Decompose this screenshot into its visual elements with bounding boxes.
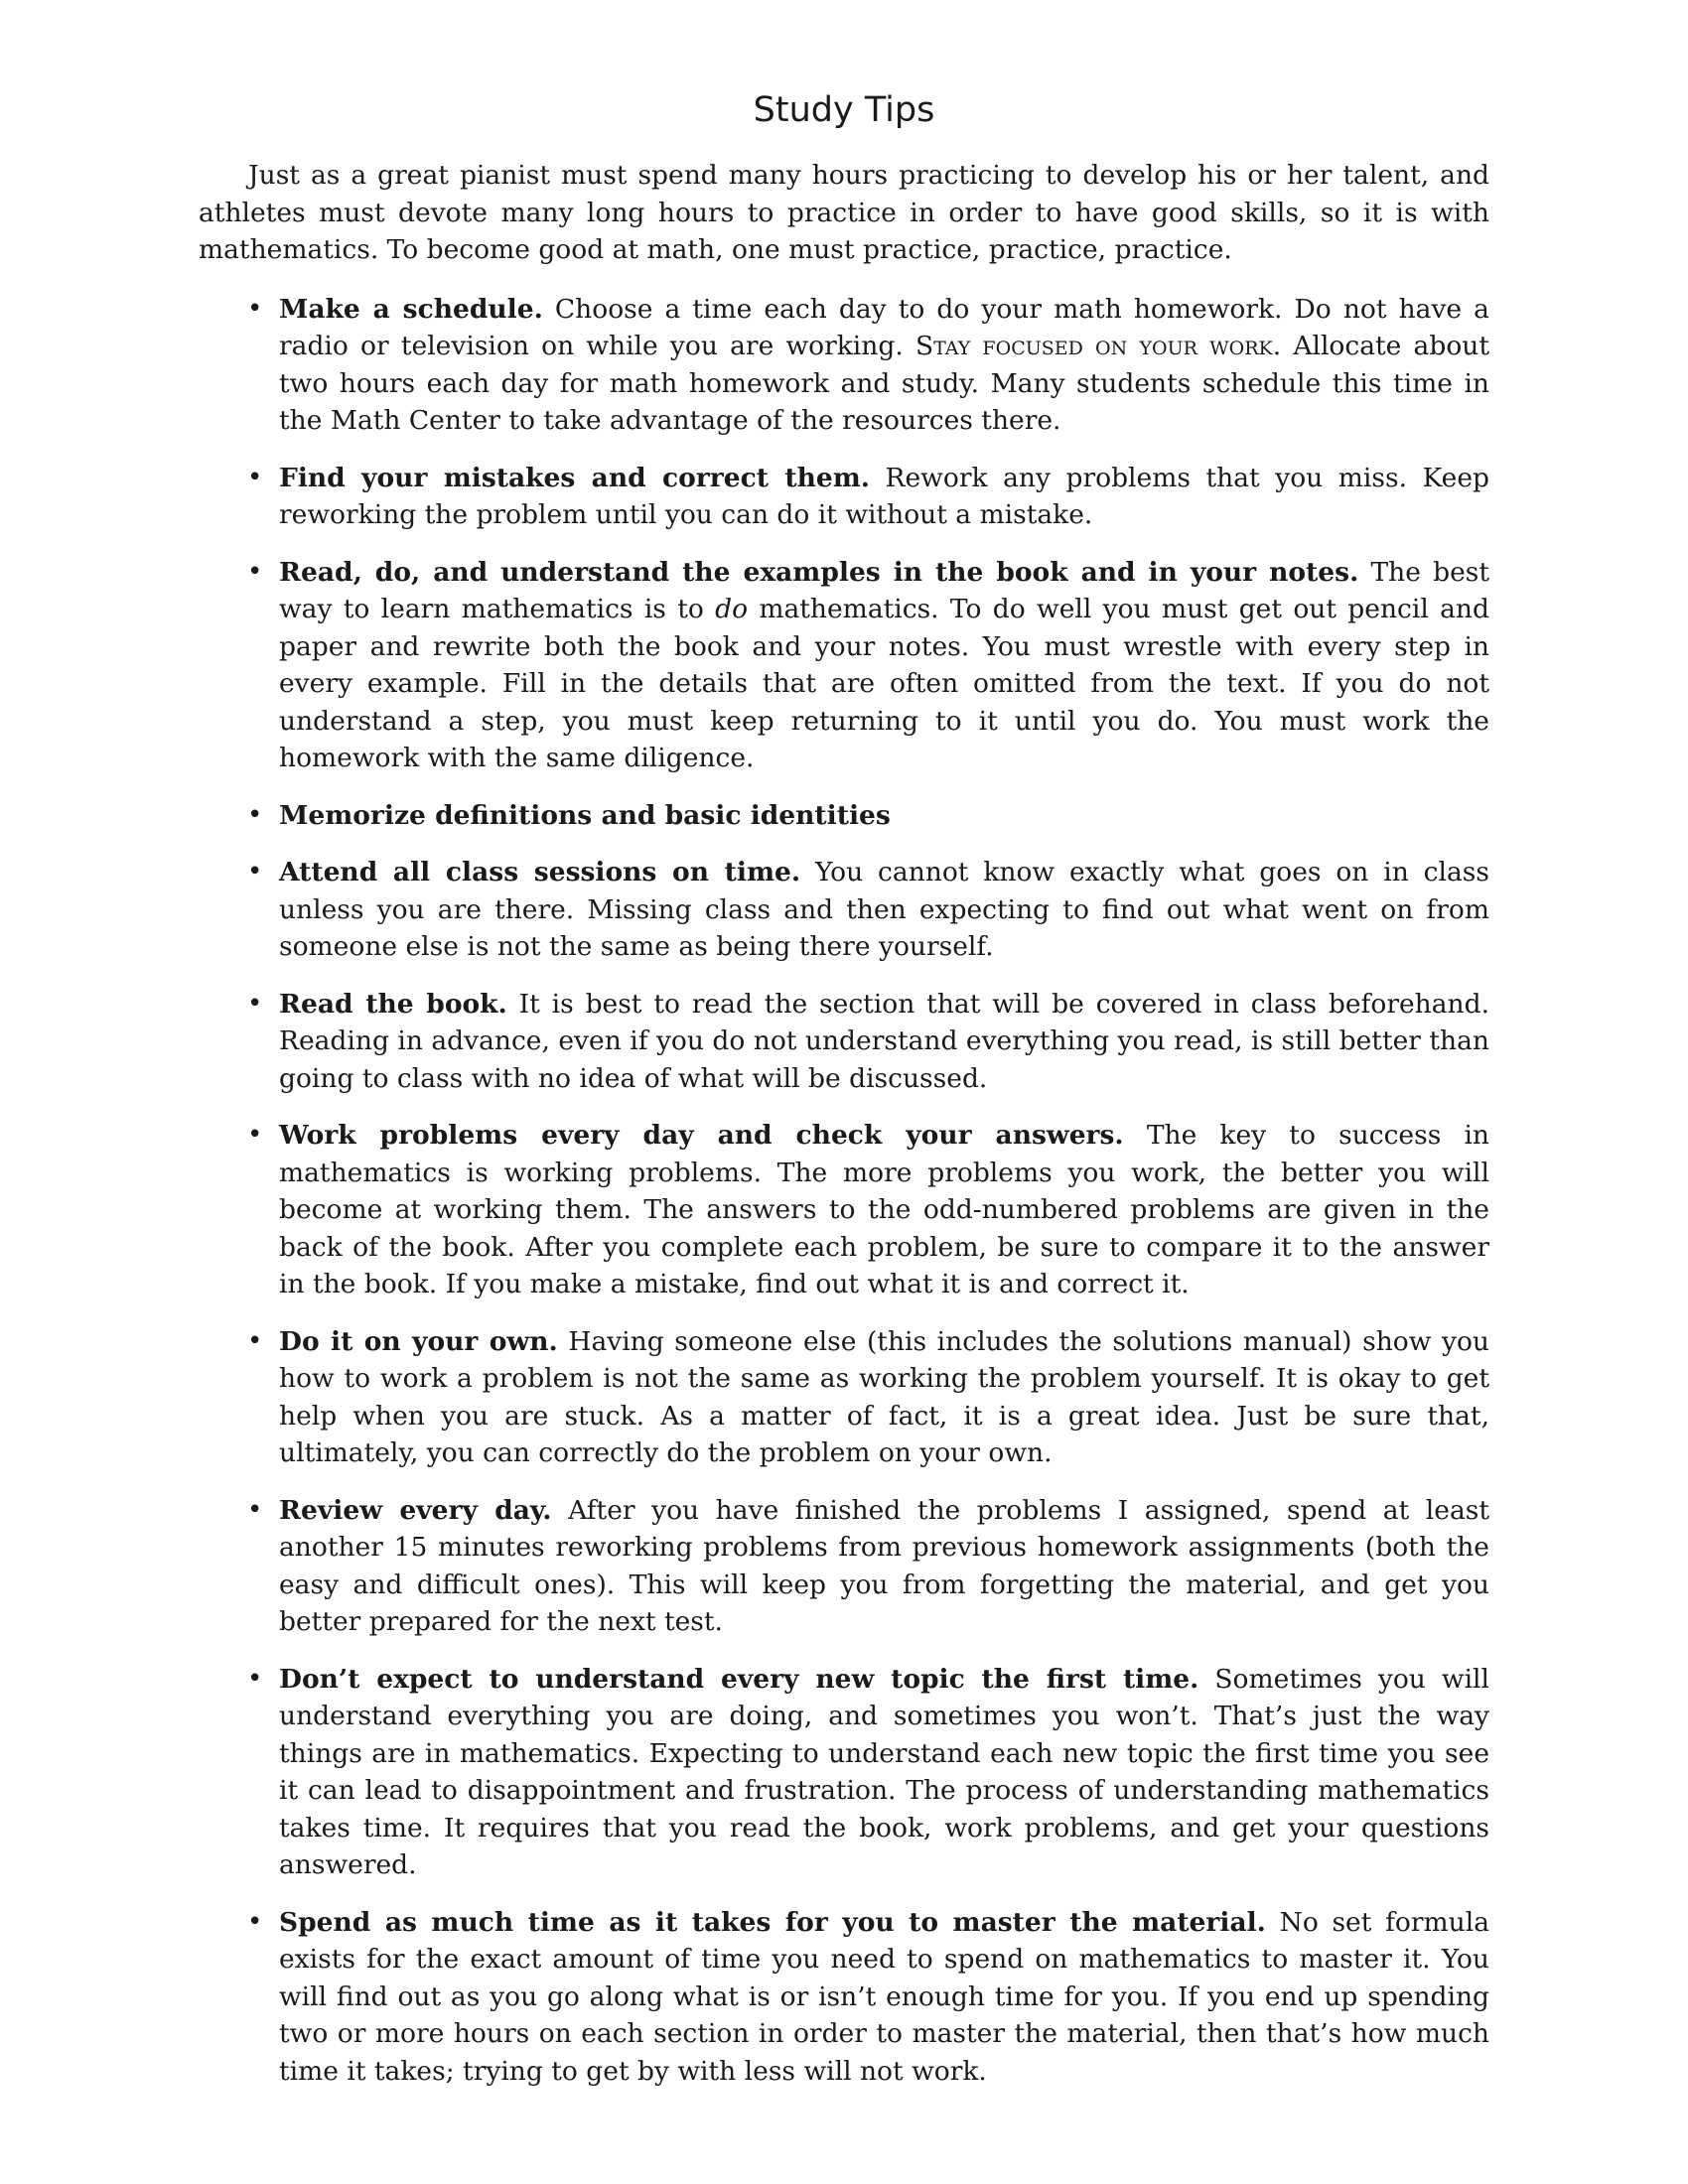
tip-text: Sometimes you will understand everything you are doing, and sometimes you won’t. That’s just the way things are in mathematics. Expecting to understand each new topic the first time you see it can lead to disappointment and frustration. The process of understanding mathematics takes time. It requires that you read the book, work problems, and get your questions answered. [279,1663,1489,1880]
list-item [247,1492,1489,1641]
bullet-icon: • [247,1494,263,1525]
list-item [247,291,1489,440]
list-item [247,1117,1489,1303]
tip-title: Make a schedule. [279,293,543,325]
tip-title: Memorize definitions and basic identities [279,799,891,831]
tip-title: Review every day. [279,1494,552,1526]
tip-text: The key to success in mathematics is working problems. The more problems you work, the better you will become at working them. The answers to the odd-numbered problems are given in the back of the book. After you complete each problem, be sure to compare it to the answer in the book. If you make a mistake, find out what it is and correct it. [279,1120,1489,1299]
bullet-icon: • [247,1120,263,1150]
tip-text: You cannot know exactly what goes on in class unless you are there. Missing class and then expecting to find out what went on from someone else is not the same as being there yourself. [279,857,1489,962]
bullet-icon: • [247,988,263,1019]
tip-text-part: mathematics. To do well you must get out pencil and paper and rewrite both the book and your notes. You must wrestle with every step in every example. Fill in the details that are often omitted from the text. If you do not understand a step, you must keep returning to it until you do. You must work the homework with the same diligence. [279,594,1489,773]
tip-title: Spend as much time as it takes for you to master the material. [279,1906,1266,1938]
tip-title: Read the book. [279,988,507,1020]
list-item [247,986,1489,1098]
list-item [247,460,1489,534]
tip-title: Read, do, and understand the examples in the book and in your notes. [279,556,1359,588]
bullet-icon: • [247,1325,263,1356]
tip-title: Don’t expect to understand every new topic the first time. [279,1663,1199,1695]
tip-text: It is best to read the section that will be covered in class beforehand. Reading in advance, even if you do not understand everything you read, is still better than going to class with no idea of what will be discussed. [279,988,1489,1094]
bullet-icon: • [247,1663,263,1694]
tip-title: Do it on your own. [279,1325,558,1357]
bullet-icon: • [247,1906,263,1937]
tip-text: Rework any problems that you miss. Keep reworking the problem until you can do it without a mistake. [279,462,1489,530]
tip-text: Having someone else (this includes the solutions manual) show you how to work a problem is not the same as working the problem yourself. It is okay to get help when you are stuck. As a matter of fact, it is a great idea. Just be sure that, ultimately, you can correctly do the problem on your own. [279,1325,1489,1468]
bullet-icon: • [247,293,263,324]
list-item [247,797,1489,835]
list-item [247,854,1489,966]
tip-text: After you have finished the problems I assigned, spend at least another 15 minutes reworking problems from previous homework assignments (both the easy and difficult ones). This will keep you from forgetting the material, and get you better prepared for the next test. [279,1494,1489,1637]
tip-title: Find your mistakes and correct them. [279,462,870,493]
study-tips-list [199,291,1489,2091]
list-item [247,1904,1489,2091]
list-item [247,1661,1489,1884]
intro-paragraph: Just as a great pianist must spend many hours practicing to develop his or her talent, and athletes must devote many long hours to practice in order to have good skills, so it is with mathematics. To become good at math, one must practice, practice, practice. [199,160,1489,265]
bullet-icon: • [247,799,263,830]
tip-title: Work problems every day and check your answers. [279,1120,1124,1151]
emphasis-smallcaps: Stay focused on your work. [914,331,1282,361]
bullet-icon: • [247,462,263,492]
tip-text: No set formula exists for the exact amount of time you need to spend on mathematics to master it. You will find out as you go along what is or isn’t enough time for you. If you end up spending two or more hours on each section in order to master the material, then that’s how much time it takes; trying to get by with less will not work. [279,1906,1489,2087]
tip-text-part: Allocate about two hours each day for math homework and study. Many students schedule this time in the Math Center to take advantage of the resources there. [279,331,1489,436]
tip-text-part: Choose a time each day to do your math homework. Do not have a radio or television on while you are working. [279,293,1489,361]
list-item [247,1323,1489,1472]
emphasis-italic: do [715,594,749,624]
tip-title: Attend all class sessions on time. [279,857,801,887]
tip-text-part: The best way to learn mathematics is to [279,556,1489,624]
page-title: Study Tips [753,90,935,130]
tip-text [279,557,1489,774]
bullet-icon: • [247,857,263,887]
document-page [199,85,1489,2110]
bullet-icon: • [247,556,263,587]
list-item [247,554,1489,777]
